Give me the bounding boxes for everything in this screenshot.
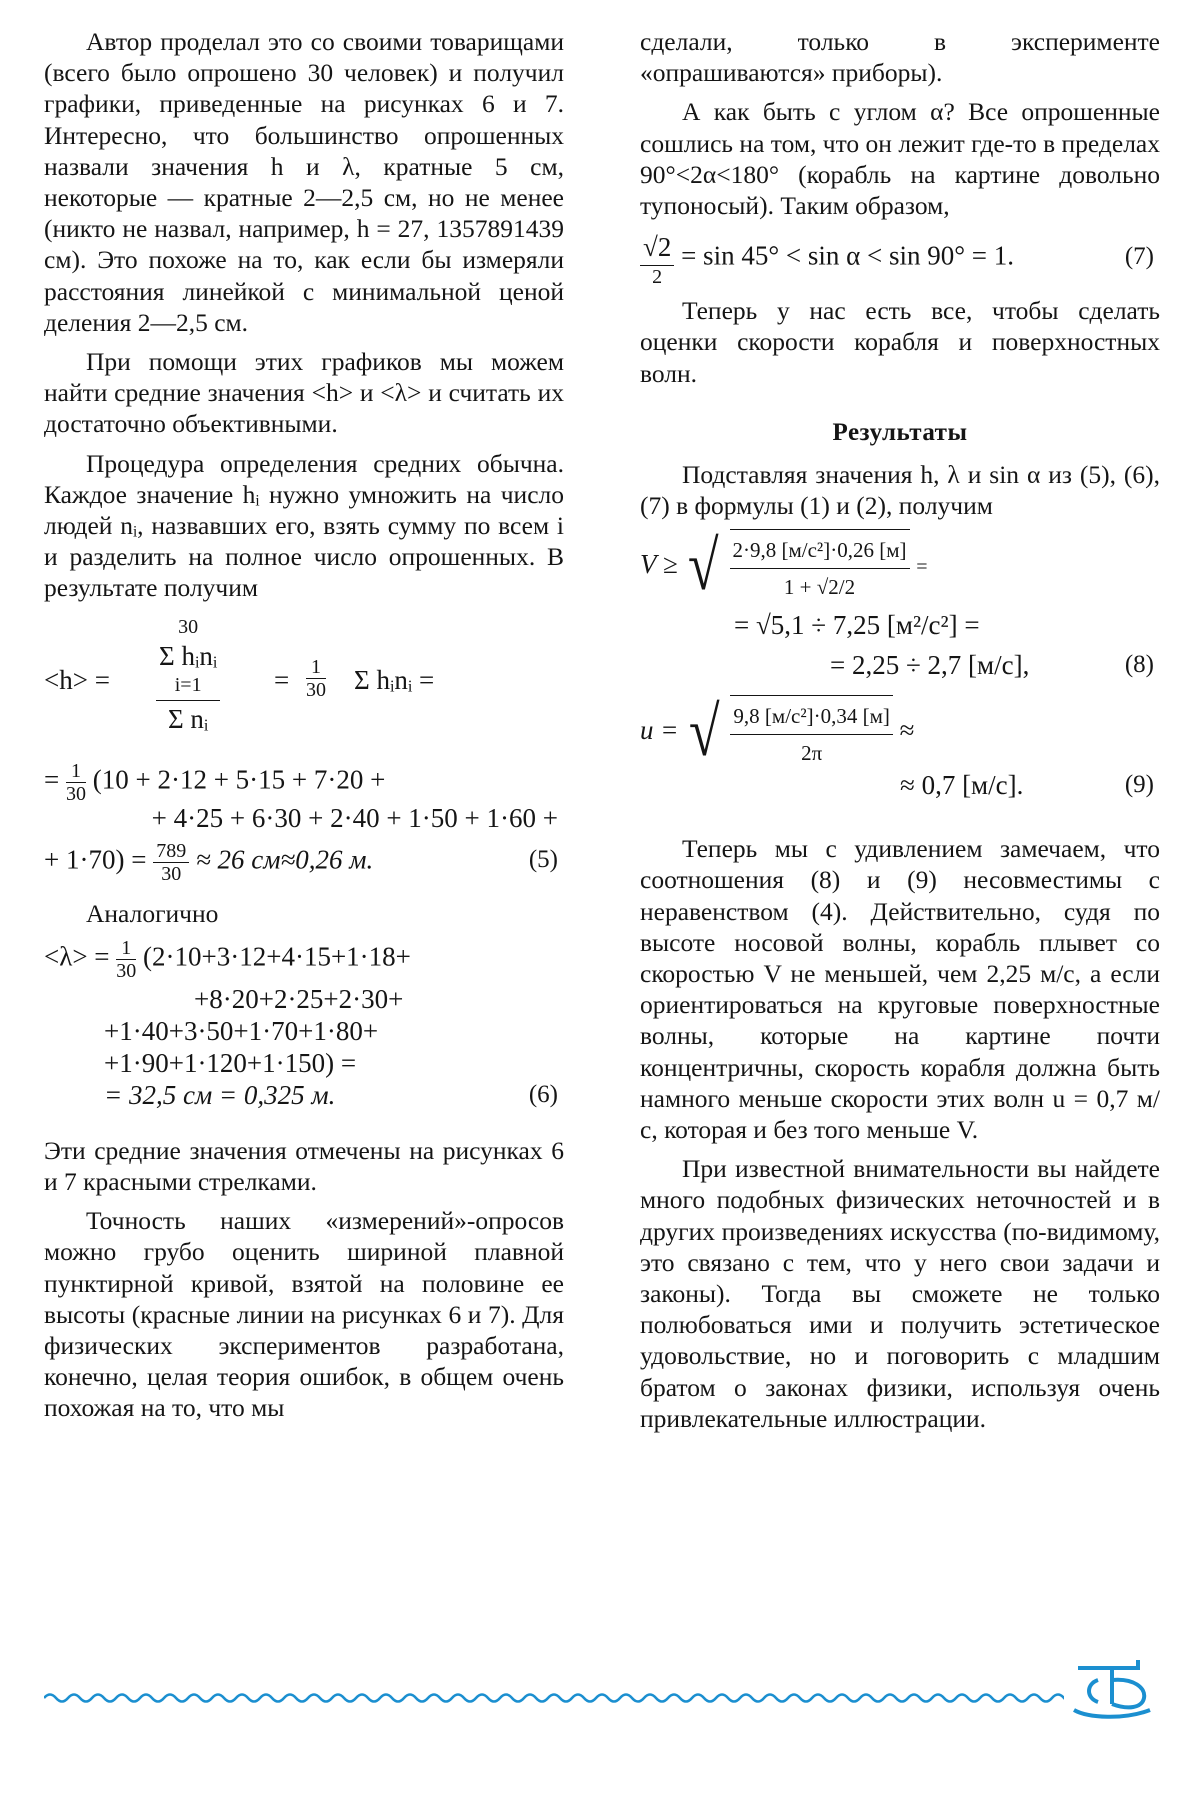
paragraph-averages: При помощи этих графиков мы можем найти средние значения <h> и <λ> и считать их достаточно объективными. <box>44 347 564 439</box>
ship-logo-icon <box>1068 1640 1158 1730</box>
eq7-num: √2 <box>640 229 674 266</box>
eq6-lhs: <λ> = <box>44 941 110 972</box>
eq5-result-fraction <box>153 840 189 885</box>
logo-top-bar <box>1078 1660 1138 1668</box>
eq5-frac-num: 1 <box>306 656 326 679</box>
eq8-line2: = √5,1 ÷ 7,25 [м²/с²] = <box>734 610 980 641</box>
equation-8 <box>640 529 1160 687</box>
eq5-line2: (10 + 2·12 + 5·15 + 7·20 + <box>92 764 386 795</box>
eq6-fraction <box>116 937 136 982</box>
eq6-line4: +1·90+1·120+1·150) = <box>104 1047 357 1078</box>
eq9-den: 2π <box>801 741 823 766</box>
eq8-eqsign: = <box>916 556 928 579</box>
equation-6 <box>44 937 564 1111</box>
eq9-num: 9,8 [м/с²]·0,34 [м] <box>730 698 893 735</box>
paragraph-incompatible: Теперь мы с удивлением замечаем, что соотношения (8) и (9) несовместимы с неравенством (4). Действительно, судя по высоте носовой волны, корабль плывет со скоростью V не меньшей, чем 2,25 м/с, а если ориентироваться на круговые поверхностные волны, которые на картине почти концентричны, скорость корабля должна быть намного меньше скорости этих волн u = 0,7 м/с, которая и без того меньше V. <box>640 834 1160 1145</box>
paragraph-conclusion: При известной внимательности вы найдете много подобных физических неточностей и в других произведениях искусства (по-видимому, это связано с тем, что у него свои задачи и законы). Тогда вы сможете не только полюбоваться ими и получить эстетическое удовольствие, но и поговорить с младшим братом о законах физики, используя очень привлекательные иллюстрации. <box>640 1154 1160 1433</box>
eq9-fraction <box>730 698 893 771</box>
paragraph-substitute: Подставляя значения h, λ и sin α из (5), (6), (7) в формулы (1) и (2), получим <box>640 459 1160 521</box>
results-heading: Результаты <box>832 418 968 446</box>
eq5-frac-den: 30 <box>306 678 326 701</box>
eq5-sum-bottom: Σ nᵢ <box>167 703 209 734</box>
eq8-radical <box>684 529 909 605</box>
paragraph-accuracy: Точность наших «измерений»-опросов можно грубо оценить шириной плавной пунктирной кривой, взятой на половине ее высоты (красные линии на рисунках 6 и 7). Для физических экспериментов разработана, конечно, целая теория ошибок, в общем очень похожая на то, что мы <box>44 1206 564 1423</box>
paragraph-devices: сделали, только в эксперименте «опрашиваются» приборы). <box>640 27 1160 88</box>
eq6-number: (6) <box>528 1080 558 1108</box>
right-column <box>640 26 1160 1442</box>
eq6-line3: +1·40+3·50+1·70+1·80+ <box>104 1015 379 1046</box>
eq5-lhs: <h> = <box>44 664 110 695</box>
eq6-line2: +8·20+2·25+2·30+ <box>194 983 404 1014</box>
eq6-frac-num: 1 <box>116 937 136 960</box>
paragraph-angle: А как быть с углом α? Все опрошенные сошлись на том, что он лежит где-то в пределах 90°<2α<180° (корабль на картине довольно тупоносый). Таким образом, <box>640 97 1160 221</box>
eq5-upper-limit: 30 <box>178 615 199 638</box>
eq8-lhs: V ≥ <box>640 549 678 580</box>
eq9-root-sign: √ <box>689 694 720 772</box>
equation-5 <box>44 612 564 884</box>
eq9-line2: ≈ 0,7 [м/с]. <box>900 770 1024 801</box>
eq5-line2-frac-den: 30 <box>65 782 86 805</box>
left-column <box>44 26 564 1432</box>
similarly-label: Аналогично <box>86 898 219 928</box>
eq9-radical <box>685 695 893 771</box>
eq8-den: 1 + √2/2 <box>783 575 856 600</box>
eq5-line2-frac-num: 1 <box>66 760 86 783</box>
eq9-approx: ≈ <box>899 715 915 746</box>
eq8-num: 2·9,8 [м/с²]·0,26 [м] <box>730 532 910 569</box>
eq5-sum-expr: Σ hᵢnᵢ = <box>354 664 435 695</box>
eq6-line5: = 32,5 см = 0,325 м. <box>104 1079 336 1110</box>
paragraph-estimates: Теперь у нас есть все, чтобы сделать оценки скорости корабля и поверхностных волн. <box>640 296 1160 388</box>
eq8-root-sign: √ <box>688 528 719 606</box>
eq5-line2-equals: = <box>44 764 60 795</box>
eq8-radicand <box>730 529 910 605</box>
eq6-line1: (2·10+3·12+4·15+1·18+ <box>143 941 411 972</box>
wave-divider <box>44 1688 1064 1708</box>
eq5-number: (5) <box>528 845 558 873</box>
paragraph-procedure: Процедура определения средних обычна. Каждое значение hᵢ нужно умножить на число людей nᵢ, назвавших его, взять сумму по всем i и разделить на полное число опрошенных. В результате получим <box>44 448 564 603</box>
eq5-sum-top: Σ hᵢnᵢ <box>159 640 218 671</box>
eq7-den: 2 <box>652 266 663 289</box>
eq5-line2-fraction <box>66 760 86 805</box>
ship-logo-shape <box>1074 1660 1150 1717</box>
wave-divider-path <box>44 1695 1064 1702</box>
eq5-sum-fraction <box>156 616 220 737</box>
eq7-rest: = sin 45° < sin α < sin 90° = 1. <box>681 240 1015 271</box>
logo-front <box>1089 1680 1098 1702</box>
eq9-radicand <box>730 695 893 771</box>
eq8-fraction <box>730 532 910 605</box>
eq5-line4a: + 1·70) = <box>44 844 147 875</box>
eq5-res-num: 789 <box>153 840 189 863</box>
eq7-number: (7) <box>1124 243 1154 271</box>
equation-7 <box>640 229 1160 289</box>
eq9-number: (9) <box>1124 771 1154 799</box>
logo-hull <box>1074 1710 1150 1717</box>
eq5-equals: = <box>274 664 290 695</box>
eq5-one-thirtieth <box>306 656 326 701</box>
eq5-lower-limit: i=1 <box>174 673 202 696</box>
logo-sail <box>1112 1680 1144 1708</box>
eq9-lhs: u = <box>640 715 679 746</box>
eq7-fraction <box>640 229 674 288</box>
eq8-number: (8) <box>1124 651 1154 679</box>
paragraph-red-arrows: Эти средние значения отмечены на рисунках 6 и 7 красными стрелками. <box>44 1135 564 1197</box>
equation-9 <box>640 695 1160 811</box>
eq6-frac-den: 30 <box>116 959 137 982</box>
eq5-line3: + 4·25 + 6·30 + 2·40 + 1·50 + 1·60 + <box>151 802 558 833</box>
paragraph-survey: Автор проделал это со своими товарищами (всего было опрошено 30 человек) и получил графики, приведенные на рисунках 6 и 7. Интересно, что большинство опрошенных назвали значения h и λ, кратные 5 см, некоторые — кратные 2—2,5 см, но не менее (никто не назвал, например, h = 27, 1357891439 см). Это похоже на то, как если бы измеряли расстояния линейкой с минимальной ценой деления 2—2,5 см. <box>44 27 564 337</box>
eq5-line4b: ≈ 26 см≈0,26 м. <box>195 844 374 875</box>
eq8-line3: = 2,25 ÷ 2,7 [м/с], <box>830 650 1030 681</box>
eq5-res-den: 30 <box>161 862 182 885</box>
